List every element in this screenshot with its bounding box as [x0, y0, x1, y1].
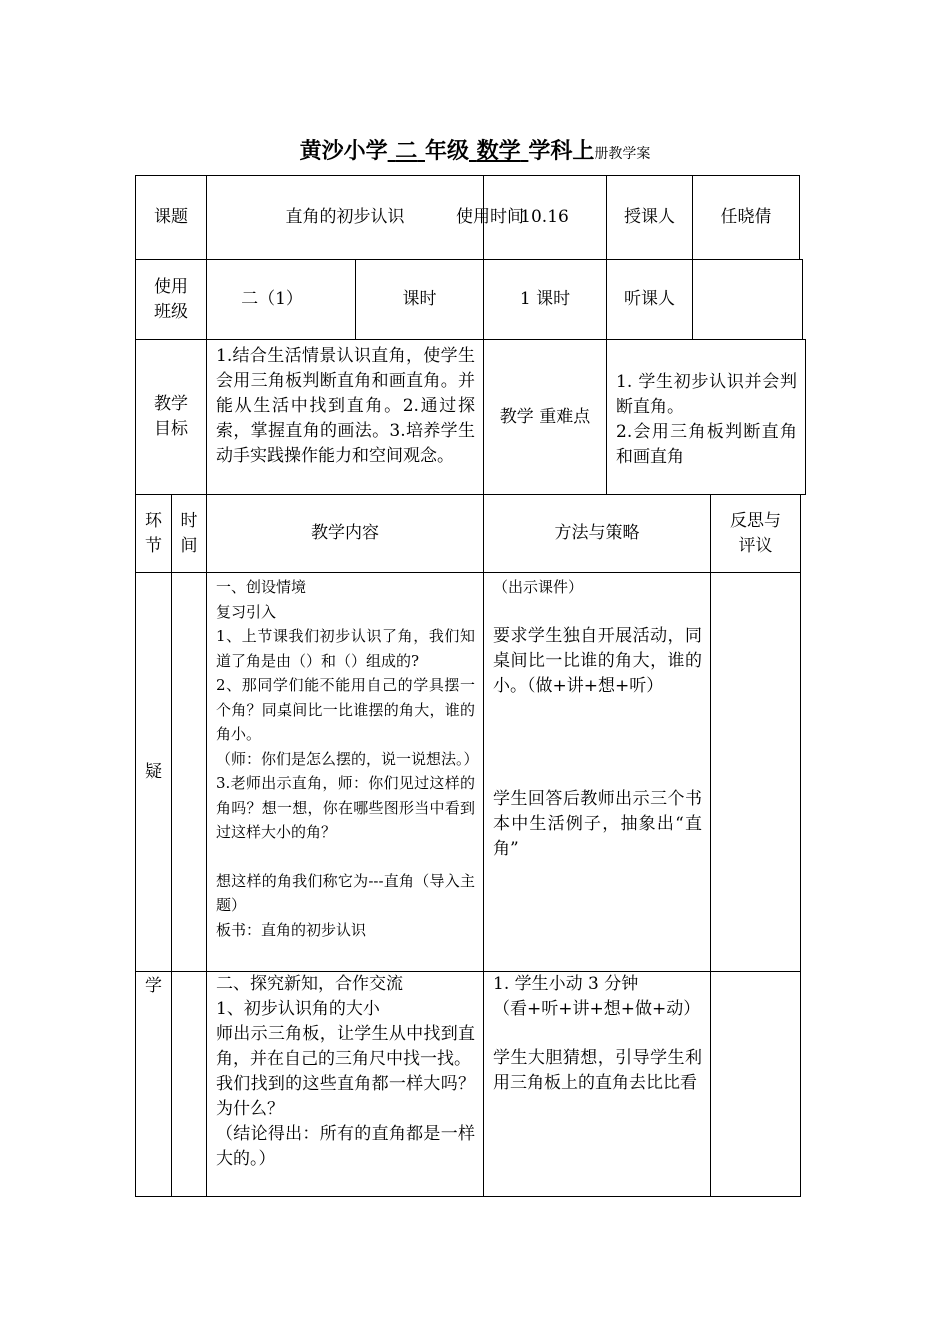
- class-label: 使用 班级: [135, 259, 207, 340]
- listener-label: 听课人: [606, 259, 693, 340]
- date-value: 10.16: [483, 175, 607, 260]
- teacher-value: 任晓倩: [692, 175, 800, 260]
- school-name: 黄沙小学: [299, 139, 388, 164]
- topic-label: 课题: [135, 175, 207, 260]
- document-title: [0, 134, 950, 165]
- section1-reflect: [710, 572, 801, 972]
- period-value: 1 课时: [483, 259, 607, 340]
- content-header: 教学内容: [206, 494, 484, 573]
- goals-text: 1.结合生活情景认识直角，使学生会用三角板判断直角和画直角。并能从生活中找到直角。2.通过探索，掌握直角的画法。3.培养学生动手实践操作能力和空间观念。: [206, 339, 484, 495]
- section1-stage: 疑: [135, 572, 172, 972]
- time-header: 时 间: [171, 494, 207, 573]
- section2-stage: 学: [135, 971, 172, 1197]
- section1-time: [171, 572, 207, 972]
- grade-value: 二: [395, 139, 418, 164]
- section1-method: （出示课件） 要求学生独自开展活动，同桌间比一比谁的角大，谁的小。（做+讲+想+听） 学生回答后教师出示三个书本中生活例子，抽象出“直角”: [483, 572, 711, 972]
- section1-content: 一、创设情境 复习引入 1、上节课我们初步认识了角，我们知道了角是由（）和（）组成的? 2、那同学们能不能用自己的学具摆一个角？同桌间比一比谁摆的角大，谁的角小。 （师：你们是怎么摆的，说一说想法。） 3.老师出示直角，师：你们见过这样的角吗？想一想，你在哪些图形当中看到过这样大小的角？ 想这样的角我们称它为---直角（导入主题） 板书：直角的初步认识: [206, 572, 484, 972]
- topic-value: 直角的初步认识: [206, 175, 484, 260]
- section2-method: 1. 学生小动 3 分钟 （看+听+讲+想+做+动） 学生大胆猜想，引导学生利用三角板上的直角去比比看: [483, 971, 711, 1197]
- teacher-label: 授课人: [606, 175, 693, 260]
- reflect-header: 反思与 评议: [710, 494, 801, 573]
- time-label: 使用时间: [483, 175, 607, 260]
- listener-value: [692, 259, 803, 340]
- doc-type: 册教学案: [594, 146, 651, 162]
- goals-label: 教学 目标: [135, 339, 207, 495]
- stage-header: 环 节: [135, 494, 172, 573]
- key-points-label: 教学 重难点: [483, 339, 607, 495]
- section2-content: 二、探究新知，合作交流 1、初步认识角的大小 师出示三角板，让学生从中找到直角，并在自己的三角尺中找一找。 我们找到的这些直角都一样大吗？为什么？ （结论得出：所有的直角都是一样大的。）: [206, 971, 484, 1197]
- class-value: 二（1）: [206, 259, 356, 340]
- section2-reflect: [710, 971, 801, 1197]
- subject-value: 数学: [476, 139, 521, 164]
- section2-time: [171, 971, 207, 1197]
- period-label: 课时: [355, 259, 484, 340]
- grade-word: 年级: [424, 139, 469, 164]
- key-points-text: 1. 学生初步认识并会判断直角。 2.会用三角板判断直角和画直角: [606, 339, 806, 495]
- subject-word: 学科上: [528, 139, 595, 164]
- method-header: 方法与策略: [483, 494, 711, 573]
